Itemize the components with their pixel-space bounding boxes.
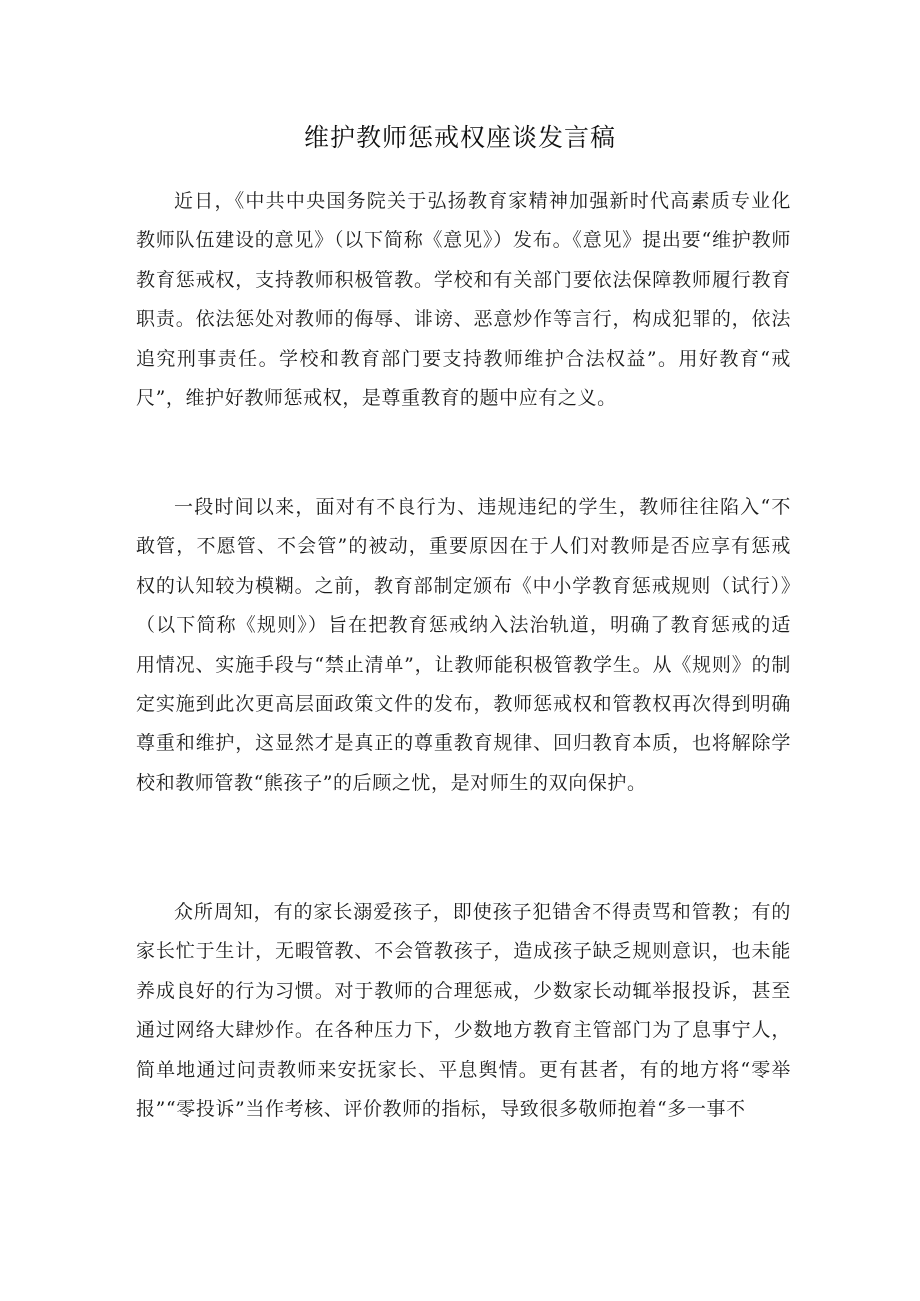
paragraph-2: 一段时间以来，面对有不良行为、违规违纪的学生，教师往往陷入“不敢管，不愿管、不会管”的被动，重要原因在于人们对教师是否应享有惩戒权的认知较为模糊。之前，教育部制定颁布《中小学教育惩戒规则（试行）》（以下简称《规则》）旨在把教育惩戒纳入法治轨道，明确了教育惩戒的适用情况、实施手段与“禁止清单”，让教师能积极管教学生。从《规则》的制定实施到此次更高层面政策文件的发布，教师惩戒权和管教权再次得到明确尊重和维护，这显然才是真正的尊重教育规律、回归教育本质，也将解除学校和教师管教“熊孩子”的后顾之忧，是对师生的双向保护。 (136, 496, 791, 794)
paragraph-3: 众所周知，有的家长溺爱孩子，即使孩子犯错舍不得责骂和管教；有的家长忙于生计，无暇管教、不会管教孩子，造成孩子缺乏规则意识，也未能养成良好的行为习惯。对于教师的合理惩戒，少数家长动辄举报投诉，甚至通过网络大肆炒作。在各种压力下，少数地方教育主管部门为了息事宁人，简单地通过问责教师来安抚家长、平息舆情。更有甚者，有的地方将“零举报”“零投诉”当作考核、评价教师的指标，导致很多敬师抱着“多一事不 (136, 901, 791, 1121)
paragraph-1: 近日，《中共中央国务院关于弘扬教育家精神加强新时代高素质专业化教师队伍建设的意见》（以下简称《意见》）发布。《意见》提出要“维护教师教育惩戒权，支持教师积极管教。学校和有关部门要依法保障教师履行教育职责。依法惩处对教师的侮辱、诽谤、恶意炒作等言行，构成犯罪的，依法追究刑事责任。学校和教育部门要支持教师维护合法权益”。用好教育“戒尺”，维护好教师惩戒权，是尊重教育的题中应有之义。 (136, 190, 791, 410)
document-title: 维护教师惩戒权座谈发言稿 (303, 123, 616, 152)
